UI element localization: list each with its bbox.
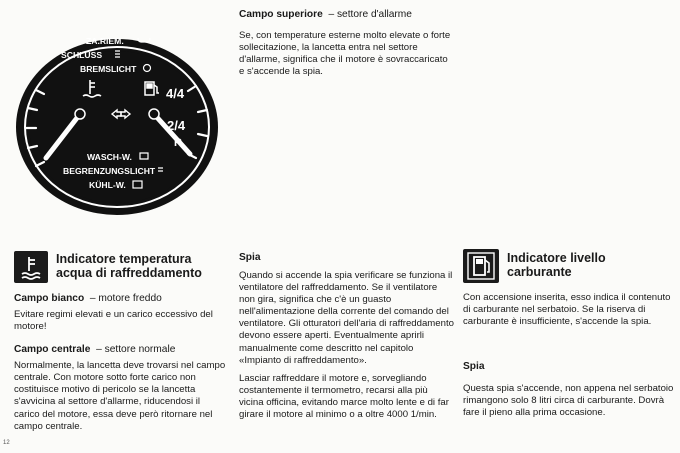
- label-kuhl: KÜHL-W.: [89, 180, 126, 190]
- campo-centrale-text: Normalmente, la lancetta deve trovarsi nel campo centrale. Con motore sotto forte carico non costituisce motivo di pericolo se la lancetta s'avvicina al settore d'allarme, riducendosi il carico del motore, essa deve però ritornare nel campo centrale.: [14, 360, 226, 432]
- campo-bianco-rest: – motore freddo: [89, 293, 162, 304]
- col3-spia-title: Spia: [463, 361, 485, 373]
- label-begrenzungslicht: BEGRENZUNGSLICHT: [63, 166, 156, 176]
- fuel-icon-box: [463, 249, 499, 283]
- label-za-riem: ZA.RIEM.: [86, 38, 124, 46]
- seatbelt-icon: [138, 38, 150, 42]
- fuel-pump-icon: [463, 249, 499, 283]
- col2-body: [239, 252, 454, 421]
- label-wasch: WASCH-W.: [87, 152, 132, 162]
- label-bremslicht: BREMSLICHT: [80, 64, 137, 74]
- page-number: 12: [3, 440, 10, 446]
- label-reserve: R: [174, 137, 182, 149]
- col2-text1: Quando si accende la spia verificare se funziona il ventilatore del raffreddamento. Se il ventilatore non gira, significa che c'è un guasto nell'alimentazione della corrente del comando del ventilatore. Gli otturatori dell'aria di raffreddamento devono essere aperti. Eventualmente aprirli manualmente come descritto nel capitolo «Impianto di raffreddamento».: [239, 270, 454, 366]
- col3-title: Indicatore livello carburante: [507, 251, 606, 279]
- instrument-gauge: [14, 38, 220, 218]
- campo-bianco-heading: Campo bianco: [14, 293, 85, 304]
- top-section: [239, 9, 469, 78]
- top-heading-rest: – settore d'allarme: [328, 9, 412, 20]
- thermometer-icon: [14, 251, 48, 283]
- col1-body: [14, 293, 230, 433]
- col2-title: Spia: [239, 252, 261, 263]
- label-full: 4/4: [166, 86, 185, 101]
- col1-title: Indicatore temperatura acqua di raffreddamento: [56, 252, 202, 280]
- col3-body: [463, 292, 675, 420]
- temperature-icon-box: [14, 251, 48, 283]
- col3-text1: Con accensione inserita, esso indica il contenuto di carburante nel serbatoio. Se la riserva di carburante è insufficiente, s'accende la spia.: [463, 292, 671, 328]
- campo-bianco-text: Evitare regimi elevati e un carico eccessivo del motore!: [14, 309, 213, 333]
- label-half: 2/4: [167, 118, 186, 133]
- top-text: Se, con temperature esterne molto elevate o forte sollecitazione, la lancetta entra nel settore d'allarme, significa che il motore è sovraccaricato e s'accende la spia.: [239, 30, 451, 78]
- campo-centrale-heading: Campo centrale: [14, 344, 91, 356]
- campo-centrale-rest: – settore normale: [96, 344, 176, 356]
- col3-text2: Questa spia s'accende, non appena nel serbatoio rimangono solo 8 litri circa di carburante. Dovrà fare il pieno alla prima occasione.: [463, 383, 674, 419]
- label-schluss: SCHLUSS: [61, 50, 103, 60]
- col2-text2: Lasciar raffreddare il motore e, sorvegliando costantemente il termometro, recarsi alla più vicina officina, evitando marce molto lente e di far girare il motore al minimo o a oltre 4000 1/min.: [239, 372, 449, 421]
- top-heading: Campo superiore: [239, 9, 323, 20]
